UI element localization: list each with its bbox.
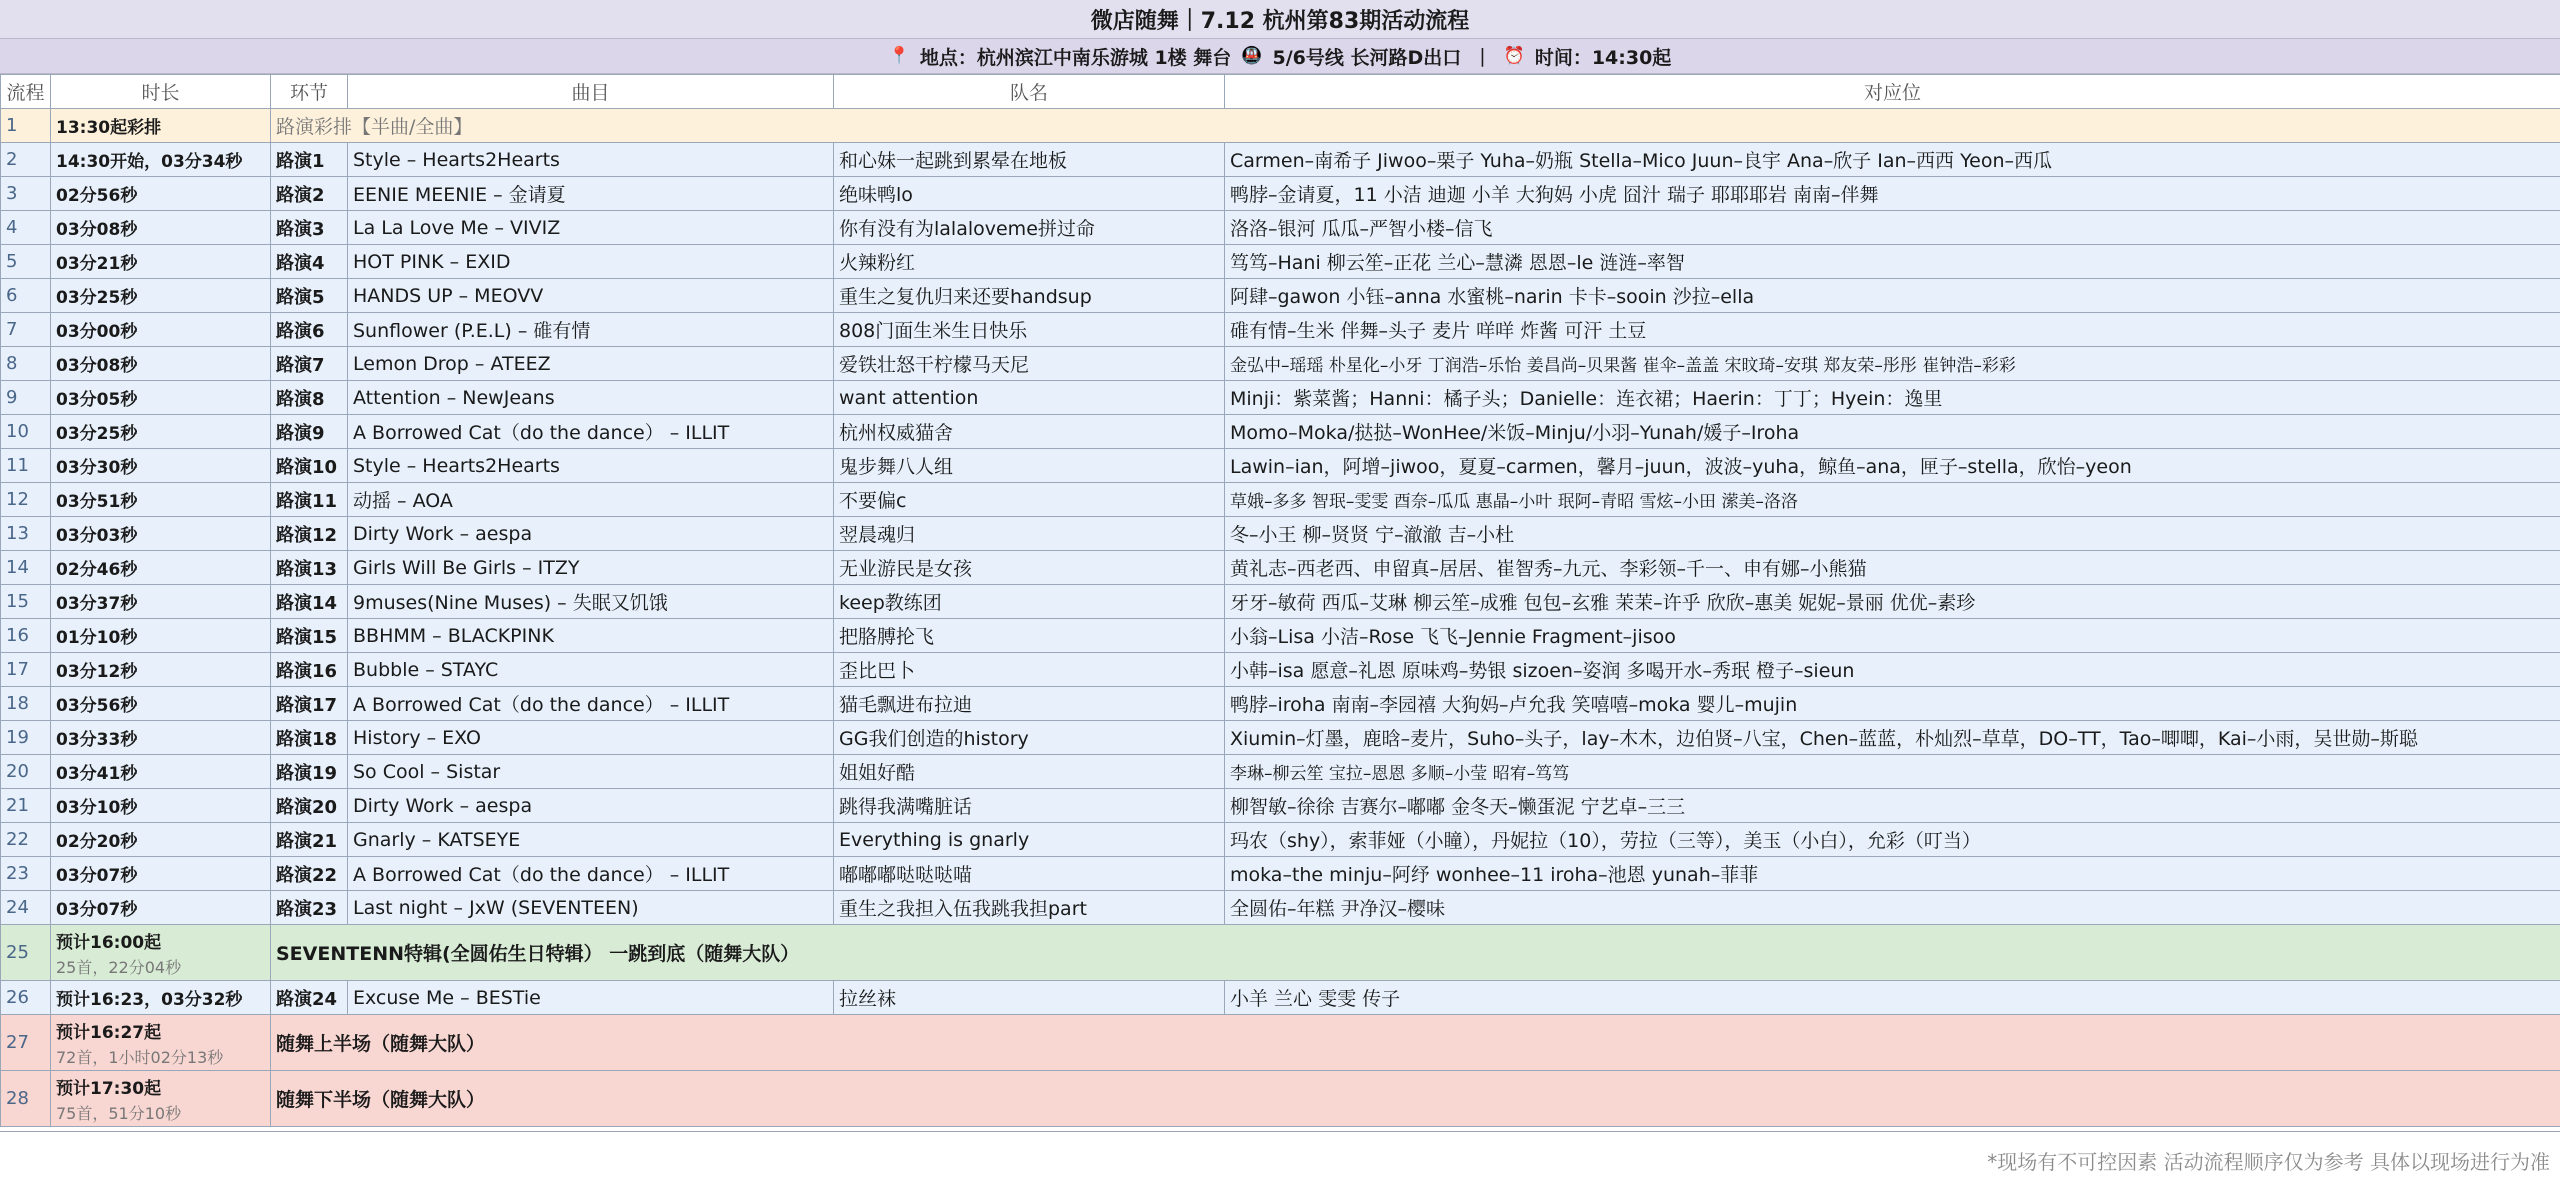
row-index: 10 [1,415,51,449]
row-duration [51,1071,271,1127]
row-team: 猫毛飘进布拉迪 [834,687,1225,721]
row-span-content: SEVENTENN特辑(全圆佑生日特辑） 一跳到底（随舞大队） [271,925,2560,981]
row-duration [51,313,271,347]
row-index: 11 [1,449,51,483]
row-team: 你有没有为lalaloveme拼过命 [834,211,1225,245]
row-index: 20 [1,755,51,789]
location-text: 地点：杭州滨江中南乐游城 1楼 舞台 [919,46,1232,69]
row-positions: Minji：紫菜酱；Hanni：橘子头；Danielle：连衣裙；Haerin：丁丁；Hyein：逸里 [1225,381,2560,415]
row-song: Bubble – STAYC [348,653,834,687]
table-row [1,347,2560,381]
row-index: 21 [1,789,51,823]
row-duration [51,857,271,891]
row-duration [51,143,271,177]
row-team: 鬼步舞八人组 [834,449,1225,483]
row-span-content: 路演彩排【半曲/全曲】 [271,109,2560,143]
duration-text: 14:30开始，03分34秒 [56,152,243,172]
row-segment: 路演7 [271,347,348,381]
row-duration [51,721,271,755]
table-row [1,449,2560,483]
row-index: 26 [1,981,51,1015]
row-duration [51,981,271,1015]
table-row [1,1015,2560,1071]
duration-text: 03分41秒 [56,764,138,784]
table-row [1,415,2560,449]
table-row [1,687,2560,721]
table-row [1,313,2560,347]
row-positions: 小羊 兰心 雯雯 传子 [1225,981,2560,1015]
row-duration [51,551,271,585]
row-index: 12 [1,483,51,517]
row-positions: 鸭脖–iroha 南南–李园禧 大狗妈–卢允我 笑嘻嘻–moka 婴儿–mujin [1225,687,2560,721]
row-team: 姐姐好酷 [834,755,1225,789]
row-team: 跳得我满嘴脏话 [834,789,1225,823]
row-segment: 路演4 [271,245,348,279]
row-index: 18 [1,687,51,721]
row-positions: 阿肆–gawon 小钰–anna 水蜜桃–narin 卡卡–sooin 沙拉–ella [1225,279,2560,313]
duration-text: 03分21秒 [56,254,138,274]
row-duration [51,891,271,925]
row-song: HOT PINK – EXID [348,245,834,279]
row-index: 13 [1,517,51,551]
row-segment: 路演10 [271,449,348,483]
page-title: 微店随舞｜7.12 杭州第83期活动流程 [0,0,2560,39]
table-row [1,721,2560,755]
row-segment: 路演17 [271,687,348,721]
row-index: 19 [1,721,51,755]
row-segment: 路演3 [271,211,348,245]
table-row [1,483,2560,517]
row-song: Style – Hearts2Hearts [348,143,834,177]
row-segment: 路演24 [271,981,348,1015]
duration-text: 03分25秒 [56,288,138,308]
column-header-flow: 流程 [1,75,51,109]
row-duration [51,925,271,981]
row-index: 25 [1,925,51,981]
row-song: So Cool – Sistar [348,755,834,789]
table-row [1,789,2560,823]
duration-subtext: 25首，22分04秒 [56,957,182,977]
row-song: Dirty Work – aespa [348,517,834,551]
row-song: A Borrowed Cat（do the dance） – ILLIT [348,415,834,449]
row-index: 15 [1,585,51,619]
row-index: 24 [1,891,51,925]
row-segment: 路演13 [271,551,348,585]
row-song: La La Love Me – VIVIZ [348,211,834,245]
table-row [1,755,2560,789]
table-row [1,653,2560,687]
row-team: 拉丝袜 [834,981,1225,1015]
row-team: 重生之我担入伍我跳我担part [834,891,1225,925]
column-header-segment: 环节 [271,75,348,109]
row-segment: 路演20 [271,789,348,823]
row-song: Lemon Drop – ATEEZ [348,347,834,381]
disclaimer-footer: *现场有不可控因素 活动流程顺序仅为参考 具体以现场进行为准 [0,1131,2560,1188]
row-positions: Lawin–ian，阿增–jiwoo，夏夏–carmen，馨月–juun，波波–yuha，鲸鱼–ana，匣子–stella，欣怡–yeon [1225,449,2560,483]
duration-text: 01分10秒 [56,628,138,648]
row-segment: 路演8 [271,381,348,415]
row-duration [51,177,271,211]
row-team: keep教练团 [834,585,1225,619]
column-header-team: 队名 [834,75,1225,109]
row-segment: 路演15 [271,619,348,653]
table-row [1,517,2560,551]
table-row [1,981,2560,1015]
row-duration [51,245,271,279]
row-index: 28 [1,1071,51,1127]
row-positions: 黄礼志–西老西、申留真–居居、崔智秀–九元、李彩领–千一、申有娜–小熊猫 [1225,551,2560,585]
duration-text: 03分56秒 [56,696,138,716]
row-positions: 草娥–多多 智珉–雯雯 酉奈–瓜瓜 惠晶–小叶 珉阿–青昭 雪炫–小田 潆美–洛洛 [1225,483,2560,517]
row-index: 5 [1,245,51,279]
row-positions: 小翁–Lisa 小洁–Rose 飞飞–Jennie Fragment–jisoo [1225,619,2560,653]
duration-text: 03分05秒 [56,390,138,410]
row-segment: 路演21 [271,823,348,857]
row-duration [51,381,271,415]
time-text: 时间：14:30起 [1534,46,1672,69]
duration-text: 03分37秒 [56,594,138,614]
row-segment: 路演9 [271,415,348,449]
row-team: 火辣粉红 [834,245,1225,279]
table-row [1,109,2560,143]
row-duration [51,449,271,483]
row-span-content: 随舞上半场（随舞大队） [271,1015,2560,1071]
duration-text: 03分08秒 [56,220,138,240]
row-segment: 路演18 [271,721,348,755]
row-song: 动摇 – AOA [348,483,834,517]
row-positions: 玛农（shy），索菲娅（小瞳），丹妮拉（10），劳拉（三等），美玉（小白），允彩（叮当） [1225,823,2560,857]
row-song: 9muses(Nine Muses) – 失眠又饥饿 [348,585,834,619]
row-song: HANDS UP – MEOVV [348,279,834,313]
duration-text: 预计16:27起 [56,1022,162,1043]
row-team: 和心妹一起跳到累晕在地板 [834,143,1225,177]
row-duration [51,347,271,381]
table-row [1,1071,2560,1127]
row-index: 1 [1,109,51,143]
row-song: Attention – NewJeans [348,381,834,415]
table-row [1,211,2560,245]
duration-text: 预计16:00起 [56,932,162,953]
row-song: Dirty Work – aespa [348,789,834,823]
pin-icon: 📍 [888,46,910,66]
row-team: 把胳膊抡飞 [834,619,1225,653]
row-segment: 路演23 [271,891,348,925]
row-duration [51,483,271,517]
column-header-positions: 对应位 [1225,75,2560,109]
duration-text: 03分08秒 [56,356,138,376]
row-index: 9 [1,381,51,415]
table-row [1,279,2560,313]
row-positions: Carmen–南希子 Jiwoo–栗子 Yuha–奶瓶 Stella–Mico Juun–良宇 Ana–欣子 Ian–西西 Yeon–西瓜 [1225,143,2560,177]
table-row [1,381,2560,415]
table-row [1,823,2560,857]
duration-text: 03分07秒 [56,866,138,886]
row-team: 绝味鸭lo [834,177,1225,211]
row-team: 不要偏c [834,483,1225,517]
row-index: 17 [1,653,51,687]
row-song: Gnarly – KATSEYE [348,823,834,857]
row-duration [51,585,271,619]
row-song: Last night – JxW (SEVENTEEN) [348,891,834,925]
row-duration [51,109,271,143]
row-segment: 路演14 [271,585,348,619]
row-duration [51,279,271,313]
metro-text: 5/6号线 长河路D出口 [1272,46,1462,69]
table-row [1,245,2560,279]
row-index: 4 [1,211,51,245]
row-positions: 笃笃–Hani 柳云笙–正花 兰心–慧潾 恩恩–le 涟涟–率智 [1225,245,2560,279]
row-team: want attention [834,381,1225,415]
column-header-song: 曲目 [348,75,834,109]
row-song: Style – Hearts2Hearts [348,449,834,483]
duration-text: 03分12秒 [56,662,138,682]
row-duration [51,1015,271,1071]
row-duration [51,687,271,721]
row-index: 6 [1,279,51,313]
table-row [1,857,2560,891]
duration-text: 预计16:23，03分32秒 [56,990,243,1010]
row-positions: moka–the minju–阿纾 wonhee–11 iroha–池恩 yunah–菲菲 [1225,857,2560,891]
row-segment: 路演1 [271,143,348,177]
duration-text: 03分10秒 [56,798,138,818]
duration-text: 02分46秒 [56,560,138,580]
row-team: 杭州权威猫舍 [834,415,1225,449]
duration-text: 13:30起彩排 [56,118,162,138]
row-duration [51,755,271,789]
duration-text: 03分03秒 [56,526,138,546]
subway-icon: 🚇 [1241,46,1263,66]
row-positions: 牙牙–敏荷 西瓜–艾琳 柳云笙–成雅 包包–玄雅 茉茉–许乎 欣欣–惠美 妮妮–景丽 优优–素珍 [1225,585,2560,619]
row-segment: 路演11 [271,483,348,517]
row-span-content: 随舞下半场（随舞大队） [271,1071,2560,1127]
row-positions: 全圆佑–年糕 尹净汉–樱味 [1225,891,2560,925]
row-team: GG我们创造的history [834,721,1225,755]
row-index: 22 [1,823,51,857]
row-segment: 路演2 [271,177,348,211]
duration-text: 03分25秒 [56,424,138,444]
row-segment: 路演6 [271,313,348,347]
row-index: 7 [1,313,51,347]
table-row [1,177,2560,211]
duration-text: 03分33秒 [56,730,138,750]
row-duration [51,823,271,857]
row-duration [51,415,271,449]
row-index: 3 [1,177,51,211]
row-index: 8 [1,347,51,381]
row-team: 爱铁壮怒干柠檬马天尼 [834,347,1225,381]
table-row [1,891,2560,925]
row-segment: 路演22 [271,857,348,891]
info-separator: | [1479,45,1486,67]
row-duration [51,517,271,551]
row-duration [51,211,271,245]
row-positions: 碓有情–生米 伴舞–头子 麦片 咩咩 炸酱 可汗 土豆 [1225,313,2560,347]
row-segment: 路演16 [271,653,348,687]
row-positions: 洛洛–银河 瓜瓜–严智小楼–信飞 [1225,211,2560,245]
table-row [1,551,2560,585]
duration-text: 02分56秒 [56,186,138,206]
row-song: Girls Will Be Girls – ITZY [348,551,834,585]
row-song: BBHMM – BLACKPINK [348,619,834,653]
row-duration [51,653,271,687]
row-team: 808门面生米生日快乐 [834,313,1225,347]
duration-text: 03分00秒 [56,322,138,342]
table-row [1,143,2560,177]
event-info-bar [0,39,2560,74]
row-song: History – EXO [348,721,834,755]
row-index: 2 [1,143,51,177]
row-song: EENIE MEENIE – 金请夏 [348,177,834,211]
row-index: 14 [1,551,51,585]
row-positions: 李琳–柳云笙 宝拉–恩恩 多顺–小莹 昭宥–笃笃 [1225,755,2560,789]
row-positions: 鸭脖–金请夏，11 小洁 迪迦 小羊 大狗妈 小虎 囧汁 瑞子 耶耶耶岩 南南–伴舞 [1225,177,2560,211]
row-index: 27 [1,1015,51,1071]
row-team: Everything is gnarly [834,823,1225,857]
duration-text: 02分20秒 [56,832,138,852]
row-positions: 金弘中–瑶瑶 朴星化–小牙 丁润浩–乐怡 姜昌尚–贝果酱 崔伞–盖盖 宋旼琦–安琪 郑友荣–彤彤 崔钟浩–彩彩 [1225,347,2560,381]
row-segment: 路演19 [271,755,348,789]
duration-subtext: 72首，1小时02分13秒 [56,1047,224,1067]
row-team: 重生之复仇归来还要handsup [834,279,1225,313]
row-team: 无业游民是女孩 [834,551,1225,585]
row-team: 歪比巴卜 [834,653,1225,687]
row-positions: Xiumin–灯墨，鹿晗–麦片，Suho–头子，lay–木木，边伯贤–八宝，Chen–蓝蓝，朴灿烈–草草，DO–TT，Tao–唧唧，Kai–小雨，吴世勋–斯聪 [1225,721,2560,755]
row-song: Excuse Me – BESTie [348,981,834,1015]
row-song: Sunflower (P.E.L) – 碓有情 [348,313,834,347]
row-segment: 路演5 [271,279,348,313]
row-positions: 冬–小王 柳–贤贤 宁–澈澈 吉–小杜 [1225,517,2560,551]
schedule-table [0,74,2560,1127]
row-positions: 柳智敏–徐徐 吉赛尔–嘟嘟 金冬天–懒蛋泥 宁艺卓–三三 [1225,789,2560,823]
row-duration [51,789,271,823]
row-index: 23 [1,857,51,891]
table-row [1,619,2560,653]
column-header-duration: 时长 [51,75,271,109]
table-row [1,585,2560,619]
duration-text: 03分30秒 [56,458,138,478]
schedule-body [1,109,2560,1127]
duration-text: 03分07秒 [56,900,138,920]
duration-text: 预计17:30起 [56,1078,162,1099]
row-segment: 路演12 [271,517,348,551]
duration-text: 03分51秒 [56,492,138,512]
table-row [1,925,2560,981]
row-index: 16 [1,619,51,653]
row-team: 嘟嘟嘟哒哒哒喵 [834,857,1225,891]
row-song: A Borrowed Cat（do the dance） – ILLIT [348,857,834,891]
clock-icon: ⏰ [1503,46,1525,66]
table-header-row [1,75,2560,109]
row-team: 翌晨魂归 [834,517,1225,551]
row-song: A Borrowed Cat（do the dance） – ILLIT [348,687,834,721]
duration-subtext: 75首，51分10秒 [56,1103,182,1123]
row-duration [51,619,271,653]
row-positions: Momo–Moka/挞挞–WonHee/米饭–Minju/小羽–Yunah/媛子–Iroha [1225,415,2560,449]
row-positions: 小韩–isa 愿意–礼恩 原味鸡–势银 sizoen–姿润 多喝开水–秀珉 橙子–sieun [1225,653,2560,687]
